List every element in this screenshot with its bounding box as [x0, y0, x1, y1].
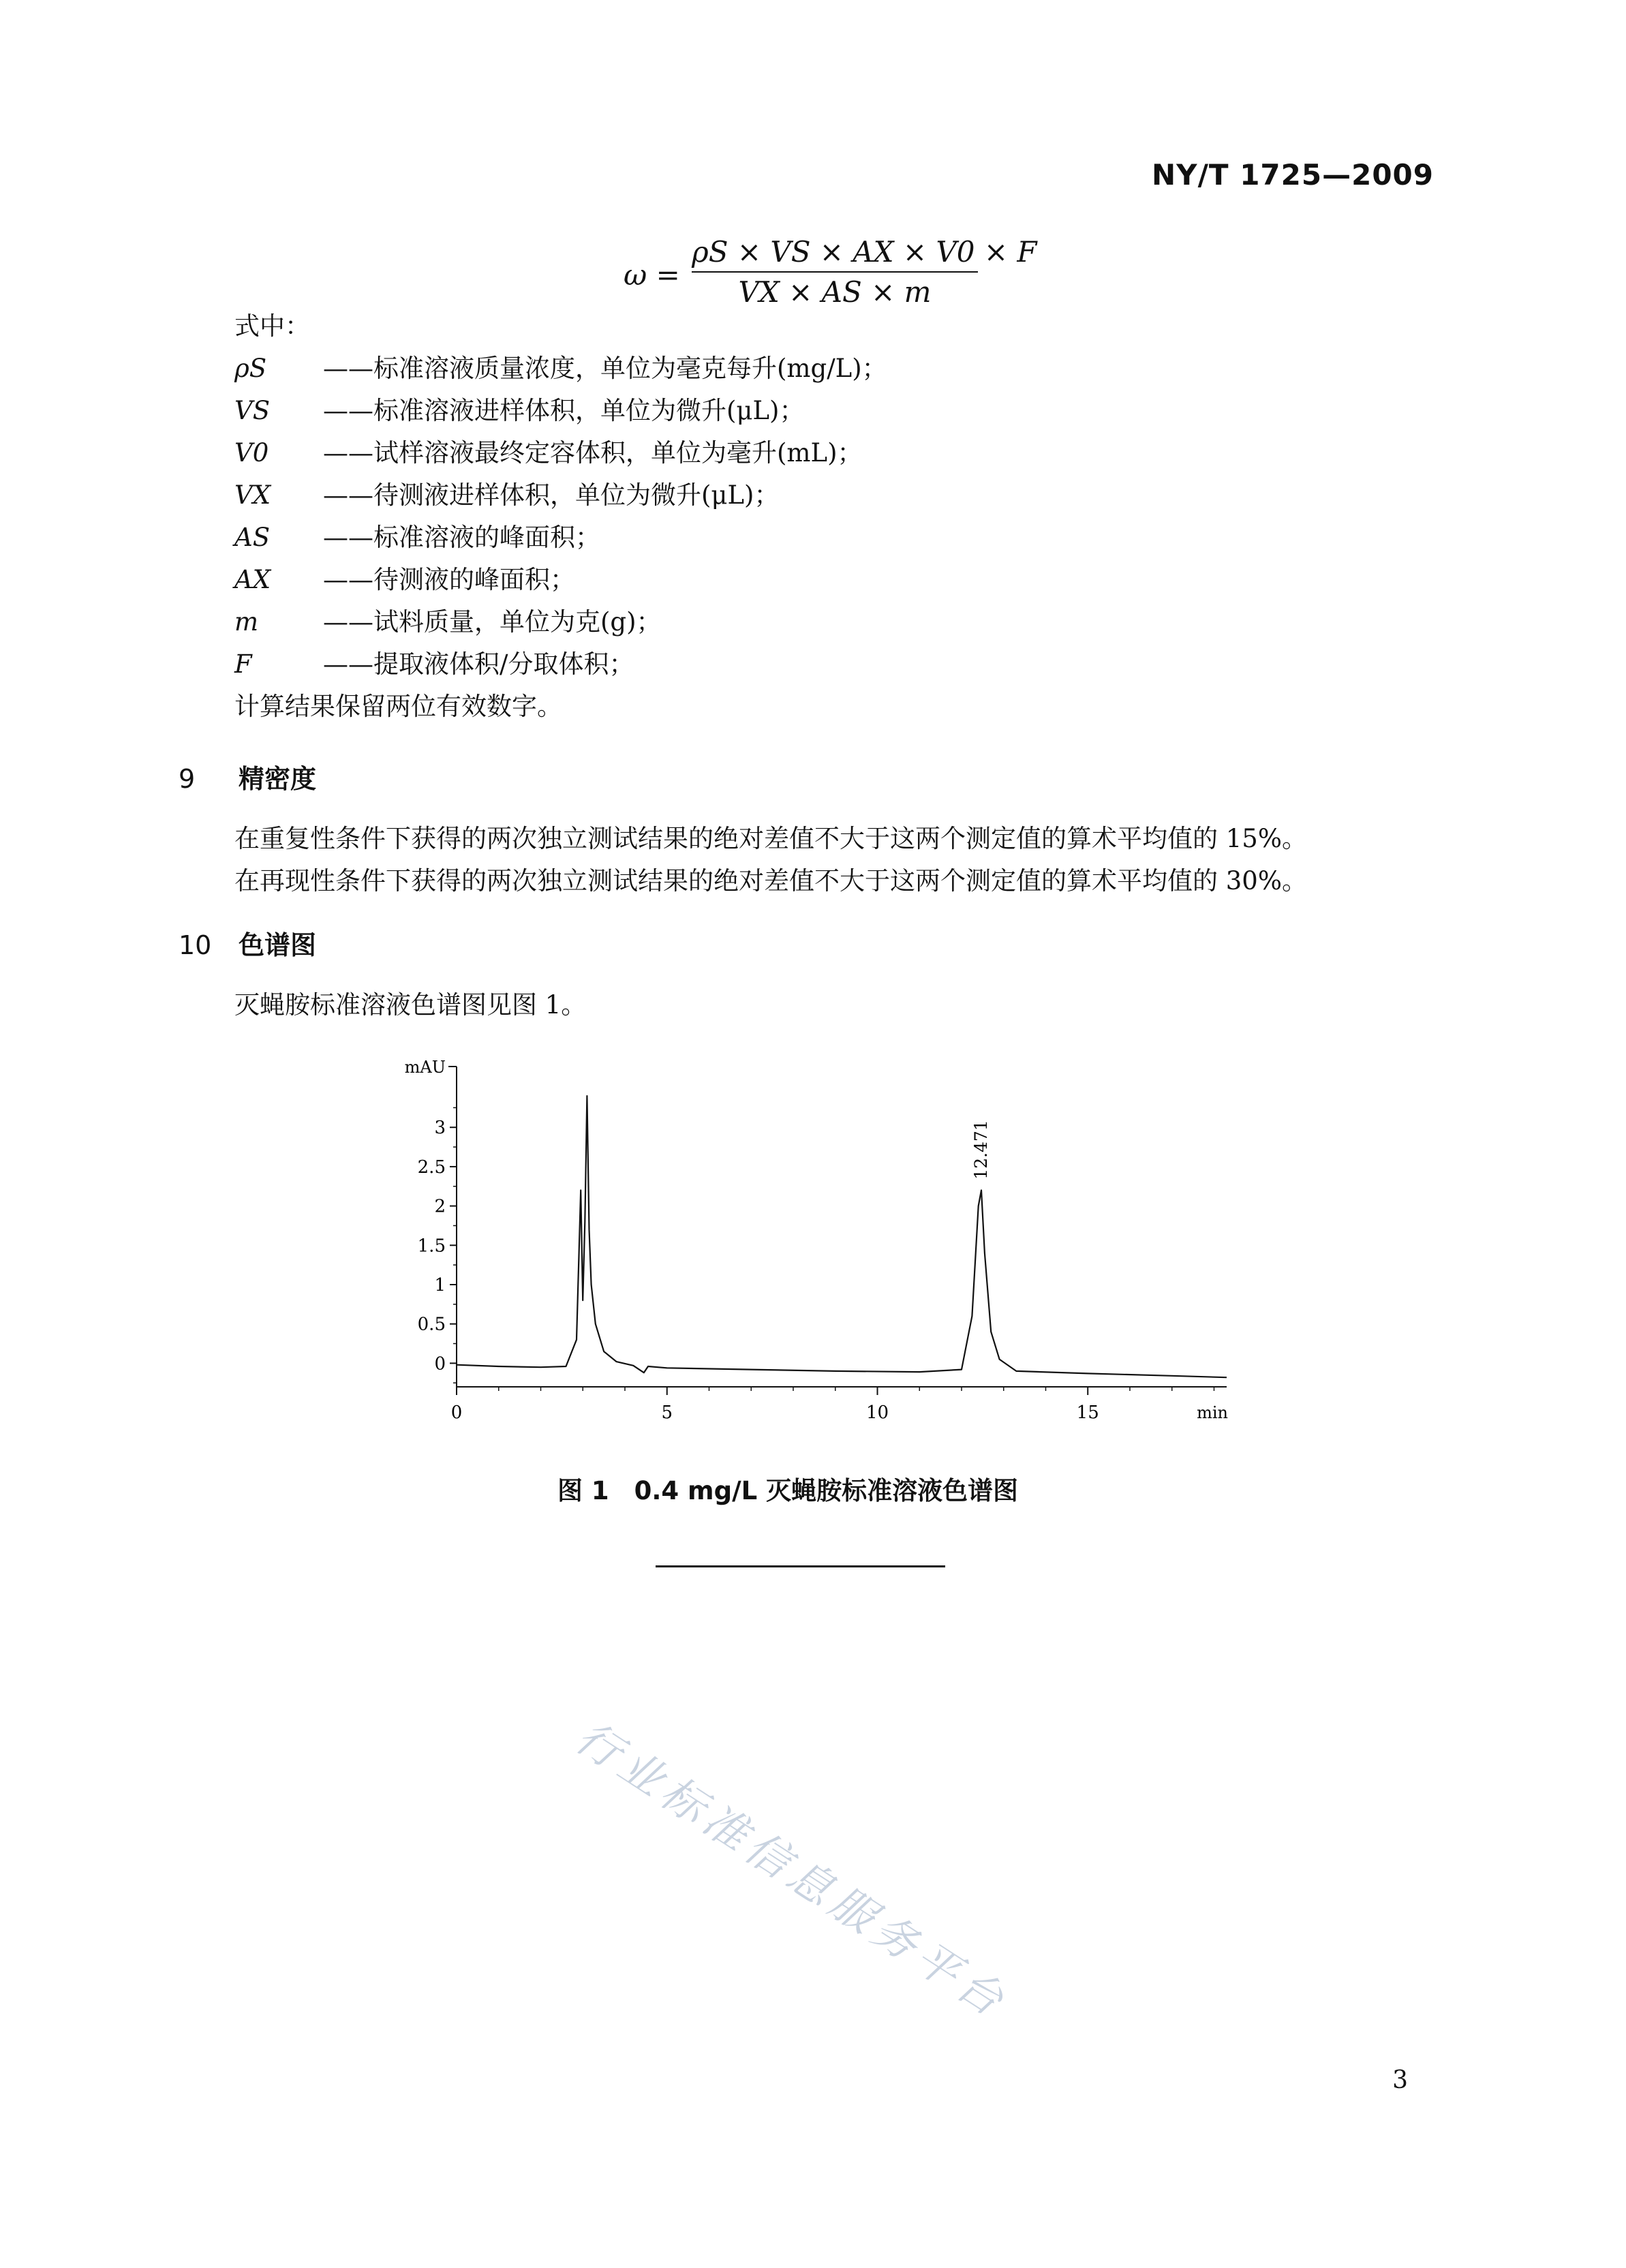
- y-tick-label: 3: [434, 1118, 446, 1139]
- variable-symbol: AS: [234, 523, 271, 552]
- figure-caption: 图 1 0.4 mg/L 灭蝇胺标准溶液色谱图: [557, 1476, 1019, 1505]
- variable-symbol: V0: [234, 438, 269, 468]
- chromatogram-svg: [382, 1043, 1268, 1452]
- y-tick-label: 2.5: [417, 1156, 446, 1178]
- chromatogram-trace: [457, 1096, 1227, 1377]
- variable-line: [234, 482, 780, 508]
- chromatogram-intro: 灭蝇胺标准溶液色谱图见图 1。: [234, 990, 587, 1020]
- variable-definition: ——试样溶液最终定容体积，单位为毫升(mL)；: [323, 438, 863, 468]
- variable-line: [234, 356, 887, 381]
- formula-denominator: VX × AS × m: [738, 275, 932, 309]
- variable-definition: ——待测液的峰面积；: [323, 565, 575, 594]
- variable-definition: ——标准溶液进样体积，单位为微升(μL)；: [323, 396, 805, 425]
- peak-retention-label: 12.471: [971, 1120, 992, 1180]
- end-rule: [656, 1565, 945, 1567]
- variable-symbol: F: [234, 649, 252, 679]
- precision-line-2: 在再现性条件下获得的两次独立测试结果的绝对差值不大于这两个测定值的算术平均值的 30%。: [234, 866, 1307, 895]
- variable-definition: ——标准溶液质量浓度，单位为毫克每升(mg/L)；: [323, 354, 887, 383]
- x-tick-label: 10: [865, 1403, 889, 1423]
- y-tick-label: 1.5: [417, 1236, 446, 1257]
- variable-symbol: VS: [234, 396, 271, 425]
- variable-symbol: VX: [234, 480, 271, 510]
- variable-line: [234, 567, 575, 592]
- y-tick-label: 0.5: [417, 1314, 446, 1335]
- variable-definition: ——标准溶液的峰面积；: [323, 523, 600, 552]
- standard-number: NY/T 1725—2009: [1152, 158, 1434, 191]
- section-number: 9: [179, 764, 196, 794]
- x-tick-label: 15: [1076, 1403, 1099, 1423]
- formula-numerator: ρS × VS × AX × V0 × F: [692, 235, 978, 273]
- precision-line-1: 在重复性条件下获得的两次独立测试结果的绝对差值不大于这两个测定值的算术平均值的 15%。: [234, 824, 1307, 853]
- y-tick-label: 2: [434, 1196, 446, 1217]
- variable-line: [234, 525, 600, 550]
- y-tick-label: 0: [434, 1353, 446, 1375]
- chromatogram-chart: [382, 1043, 1268, 1454]
- section-title: 色谱图: [239, 930, 317, 960]
- variable-line: [234, 607, 662, 637]
- y-axis-label: mAU: [404, 1058, 446, 1077]
- page-number: 3: [1392, 2066, 1408, 2094]
- section-10-heading: [179, 924, 316, 962]
- variable-definition: ——试料质量，单位为克(g)；: [323, 607, 662, 637]
- formula-lhs: ω =: [624, 258, 680, 292]
- formula-fraction: [692, 235, 1037, 309]
- result-note: 计算结果保留两位有效数字。: [234, 692, 562, 721]
- variable-line: [234, 649, 634, 679]
- section-9-heading: [179, 758, 316, 795]
- variable-definition: ——提取液体积/分取体积；: [323, 649, 634, 679]
- variable-line: [234, 398, 805, 423]
- section-number: 10: [179, 930, 212, 960]
- where-label: 式中：: [234, 311, 310, 341]
- x-tick-label: 5: [661, 1403, 673, 1423]
- variable-symbol: m: [234, 607, 259, 637]
- variable-definition: ——待测液进样体积，单位为微升(μL)；: [323, 480, 780, 510]
- variable-line: [234, 438, 863, 468]
- watermark: 行业标准信息服务平台: [566, 1712, 1017, 2029]
- variable-symbol: AX: [234, 565, 271, 594]
- y-tick-label: 1: [434, 1275, 446, 1296]
- variable-symbol: ρS: [234, 354, 267, 383]
- section-title: 精密度: [239, 764, 317, 794]
- x-tick-label: 0: [450, 1403, 463, 1423]
- x-axis-label: min: [1197, 1403, 1228, 1422]
